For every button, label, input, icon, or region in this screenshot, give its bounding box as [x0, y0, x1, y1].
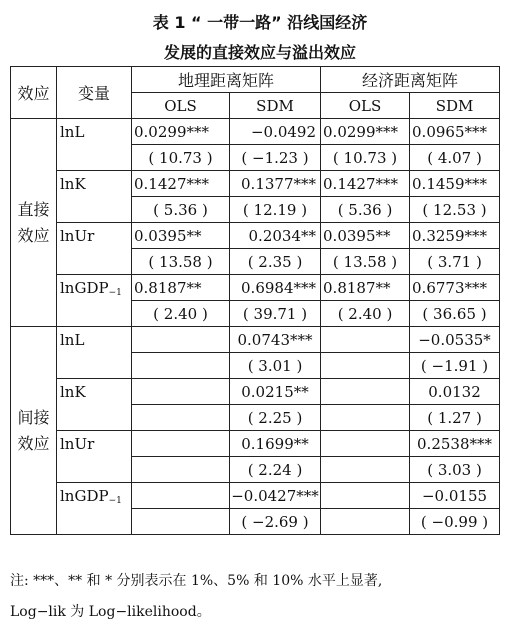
t-statistic-cell: ( 3.71 )	[410, 249, 500, 275]
coefficient-cell: 0.8187**	[132, 275, 230, 301]
t-statistic-cell: ( 2.40 )	[321, 301, 410, 327]
indirect-coef-row	[11, 431, 500, 457]
coefficient-cell: 0.1699**	[230, 431, 321, 457]
variable-cell	[57, 119, 132, 171]
indirect-coef-row	[11, 483, 500, 509]
coefficient-cell: 0.1377***	[230, 171, 321, 197]
direct-coef-row	[11, 275, 500, 301]
coefficient-cell: −0.0492	[230, 119, 321, 145]
t-statistic-cell	[321, 509, 410, 535]
t-statistic-cell: ( 5.36 )	[321, 197, 410, 223]
coefficient-cell: 0.3259***	[410, 223, 500, 249]
t-statistic-cell: ( 2.25 )	[230, 405, 321, 431]
coefficient-cell	[321, 431, 410, 457]
coefficient-cell: 0.0395**	[132, 223, 230, 249]
coefficient-cell	[321, 327, 410, 353]
t-statistic-cell	[321, 353, 410, 379]
t-statistic-cell: ( 5.36 )	[132, 197, 230, 223]
coefficient-cell: 0.0299***	[321, 119, 410, 145]
header-geo-matrix: 地理距离矩阵	[132, 67, 321, 93]
t-statistic-cell: ( 4.07 )	[410, 145, 500, 171]
t-statistic-cell: ( 13.58 )	[321, 249, 410, 275]
indirect-coef-row	[11, 327, 500, 353]
direct-effect-label-line1: 直接	[17, 199, 50, 219]
indirect-effect-label-line2: 效应	[17, 433, 50, 453]
coefficient-cell: 0.0299***	[132, 119, 230, 145]
variable-name: lnUr	[60, 227, 95, 245]
direct-coef-row	[11, 119, 500, 145]
t-statistic-cell: ( 10.73 )	[321, 145, 410, 171]
variable-cell	[57, 275, 132, 327]
variable-name: lnUr	[60, 435, 95, 453]
variable-cell	[57, 223, 132, 275]
t-statistic-cell	[321, 457, 410, 483]
t-statistic-cell	[132, 457, 230, 483]
header-effect: 效应	[11, 67, 57, 119]
variable-name: lnGDP	[60, 487, 109, 505]
t-statistic-cell	[132, 405, 230, 431]
coefficient-cell: 0.6984***	[230, 275, 321, 301]
coefficient-cell	[132, 483, 230, 509]
regression-table	[10, 66, 500, 535]
t-statistic-cell	[132, 509, 230, 535]
t-statistic-cell: ( −2.69 )	[230, 509, 321, 535]
variable-name: lnK	[60, 383, 86, 401]
direct-coef-row	[11, 223, 500, 249]
direct-coef-row	[11, 171, 500, 197]
t-statistic-cell: ( 10.73 )	[132, 145, 230, 171]
t-statistic-cell: ( 3.03 )	[410, 457, 500, 483]
coefficient-cell: 0.1427***	[321, 171, 410, 197]
header-econ-matrix: 经济距离矩阵	[321, 67, 500, 93]
table-note-line2: Log−lik 为 Log−likelihood。	[10, 604, 211, 620]
t-statistic-cell: ( 13.58 )	[132, 249, 230, 275]
coefficient-cell: 0.6773***	[410, 275, 500, 301]
indirect-effect-label	[11, 327, 57, 535]
variable-name: lnGDP	[60, 279, 109, 297]
coefficient-cell: 0.8187**	[321, 275, 410, 301]
variable-cell	[57, 327, 132, 379]
coefficient-cell: −0.0427***	[230, 483, 321, 509]
t-statistic-cell: ( 36.65 )	[410, 301, 500, 327]
coefficient-cell: −0.0535*	[410, 327, 500, 353]
t-statistic-cell	[321, 405, 410, 431]
variable-cell	[57, 483, 132, 535]
coefficient-cell	[321, 483, 410, 509]
t-statistic-cell: ( 12.19 )	[230, 197, 321, 223]
t-statistic-cell: ( 2.24 )	[230, 457, 321, 483]
coefficient-cell: 0.0132	[410, 379, 500, 405]
variable-cell	[57, 379, 132, 431]
coefficient-cell: 0.2538***	[410, 431, 500, 457]
header-econ-ols: OLS	[321, 93, 410, 119]
coefficient-cell: 0.2034**	[230, 223, 321, 249]
coefficient-cell: −0.0155	[410, 483, 500, 509]
header-variable: 变量	[57, 67, 132, 119]
indirect-coef-row	[11, 379, 500, 405]
variable-name: lnL	[60, 123, 85, 141]
header-econ-sdm: SDM	[410, 93, 500, 119]
coefficient-cell	[132, 379, 230, 405]
t-statistic-cell: ( −1.91 )	[410, 353, 500, 379]
table-title-line2: 发展的直接效应与溢出效应	[163, 43, 356, 62]
coefficient-cell: 0.0395**	[321, 223, 410, 249]
table-title-line1: 表 1 “ 一带一路” 沿线国经济	[152, 13, 368, 32]
variable-name: lnL	[60, 331, 85, 349]
t-statistic-cell: ( 3.01 )	[230, 353, 321, 379]
coefficient-cell: 0.0743***	[230, 327, 321, 353]
t-statistic-cell: ( 1.27 )	[410, 405, 500, 431]
coefficient-cell: 0.0215**	[230, 379, 321, 405]
t-statistic-cell: ( 2.40 )	[132, 301, 230, 327]
coefficient-cell: 0.1459***	[410, 171, 500, 197]
t-statistic-cell: ( 39.71 )	[230, 301, 321, 327]
indirect-effect-label-line1: 间接	[17, 407, 50, 427]
t-statistic-cell: ( −0.99 )	[410, 509, 500, 535]
variable-cell	[57, 431, 132, 483]
header-row-1	[11, 67, 500, 93]
header-geo-ols: OLS	[132, 93, 230, 119]
t-statistic-cell: ( −1.23 )	[230, 145, 321, 171]
t-statistic-cell: ( 12.53 )	[410, 197, 500, 223]
t-statistic-cell	[132, 353, 230, 379]
table-note-line1: 注: ***、** 和 * 分别表示在 1%、5% 和 10% 水平上显著,	[10, 573, 383, 589]
variable-name: lnK	[60, 175, 86, 193]
coefficient-cell	[321, 379, 410, 405]
coefficient-cell	[132, 431, 230, 457]
variable-subscript: −1	[108, 288, 122, 298]
coefficient-cell: 0.1427***	[132, 171, 230, 197]
variable-subscript: −1	[108, 496, 122, 506]
direct-effect-label-line2: 效应	[17, 225, 50, 245]
t-statistic-cell: ( 2.35 )	[230, 249, 321, 275]
direct-effect-label	[11, 119, 57, 327]
variable-cell	[57, 171, 132, 223]
header-geo-sdm: SDM	[230, 93, 321, 119]
coefficient-cell: 0.0965***	[410, 119, 500, 145]
coefficient-cell	[132, 327, 230, 353]
